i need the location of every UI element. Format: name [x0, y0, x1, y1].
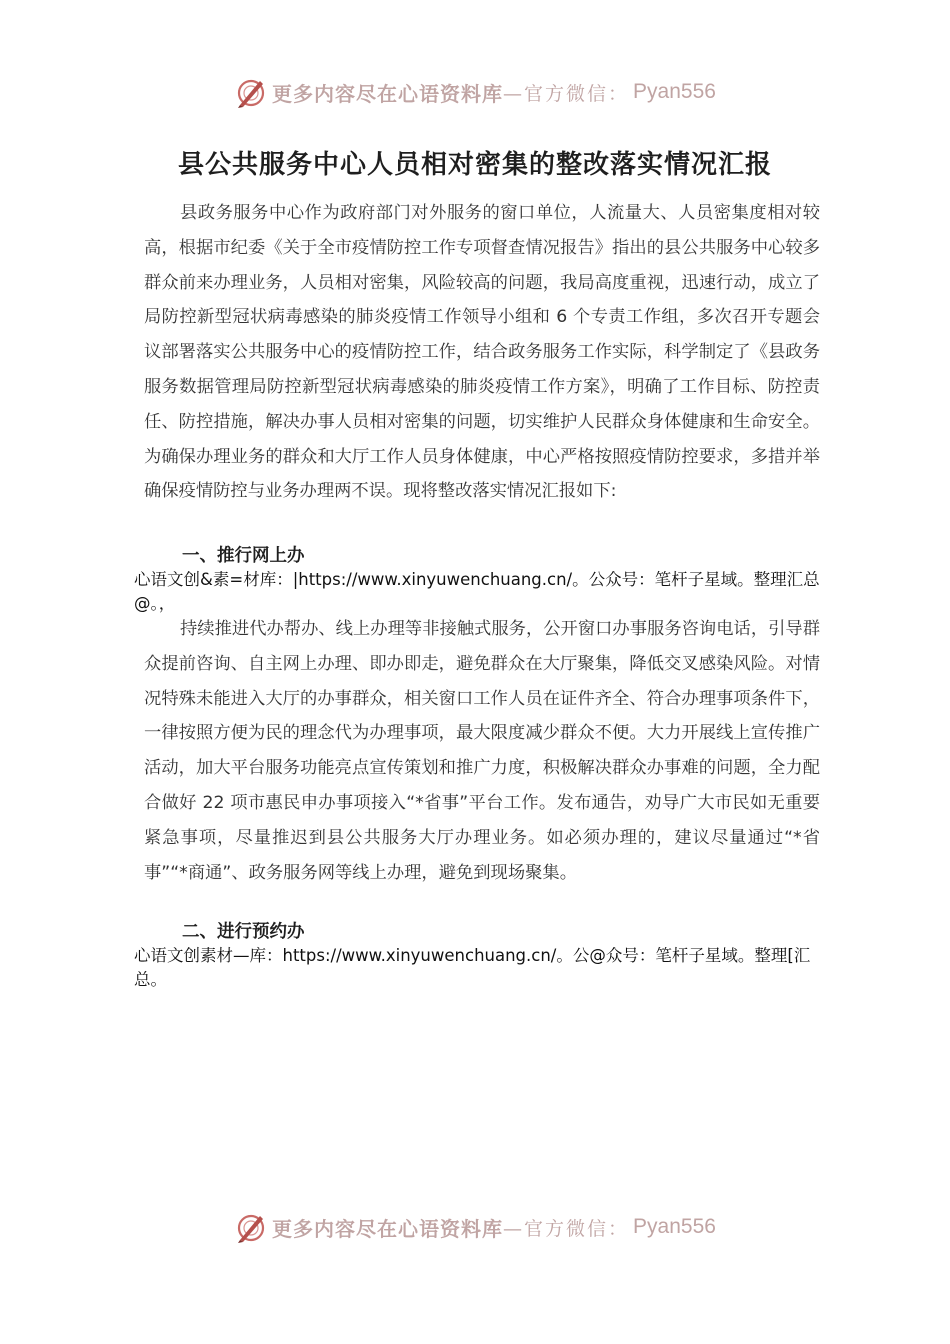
section-2-source-note: 心语文创素材—库：https://www.xinyuwenchuang.cn/。公@众号：笔杆子星域。整理[汇总。 [134, 946, 811, 989]
section-1-paragraph: 持续推进代办帮办、线上办理等非接触式服务，公开窗口办事服务咨询电话，引导群众提前咨询、自主网上办理、即办即走，避免群众在大厅聚集，降低交叉感染风险。对情况特殊未能进入大厅的办事群众，相关窗口工作人员在证件齐全、符合办理事项条件下，一律按照方便为民的理念代为办理事项，最大限度减少群众不便。大力开展线上宣传推广活动，加大平台服务功能亮点宣传策划和推广力度，积极解决群众办事难的问题，全力配合做好 22 项市惠民申办事项接入“*省事”平台工作。发布通告，劝导广大市民如无重要紧急事项，尽量推迟到县公共服务大厅办理业务。如必须办理的，建议尽量通过“*省事”“*商通”、政务服务网等线上办理，避免到现场聚集。 [144, 619, 820, 883]
pen-circle-logo-icon [234, 75, 268, 109]
watermark-text-wechat: —官方微信： [503, 82, 630, 105]
intro-paragraph: 县政务服务中心作为政府部门对外服务的窗口单位，人流量大、人员密集度相对较高，根据市纪委《关于全市疫情防控工作专项督查情况报告》指出的县公共服务中心较多群众前来办理业务，人员相对密集，风险较高的问题，我局高度重视，迅速行动，成立了局防控新型冠状病毒感染的肺炎疫情工作领导小组和 6 个专责工作组，多次召开专题会议部署落实公共服务中心的疫情防控工作，结合政务服务工作实际，科学制定了《县政务服务数据管理局防控新型冠状病毒感染的肺炎疫情工作方案》，明确了工作目标、防控责任、防控措施，解决办事人员相对密集的问题，切实维护人民群众身体健康和生命安全。为确保办理业务的群众和大厅工作人员身体健康，中心严格按照疫情防控要求，多措并举确保疫情防控与业务办理两不误。现将整改落实情况汇报如下: [144, 203, 820, 502]
section-1-source-note: 心语文创&素=材库：|https://www.xinyuwenchuang.cn/。公众号：笔杆子星域。整理汇总@。， [134, 570, 820, 613]
section-2-heading: 二、进行预约办 [182, 922, 305, 942]
watermark-text-id: Pyan556 [633, 1215, 716, 1238]
watermark-text-main: 更多内容尽在心语资料库 [272, 1216, 504, 1241]
pen-circle-logo-icon [234, 1210, 268, 1244]
watermark-banner-top [0, 72, 950, 112]
page-title: 县公共服务中心人员相对密集的整改落实情况汇报 [177, 150, 772, 180]
watermark-text-id: Pyan556 [633, 80, 716, 103]
watermark-text-wechat: —官方微信： [503, 1217, 630, 1240]
section-1-heading: 一、推行网上办 [182, 546, 305, 566]
watermark-text-main: 更多内容尽在心语资料库 [272, 81, 504, 106]
watermark-banner-bottom [0, 1207, 950, 1247]
